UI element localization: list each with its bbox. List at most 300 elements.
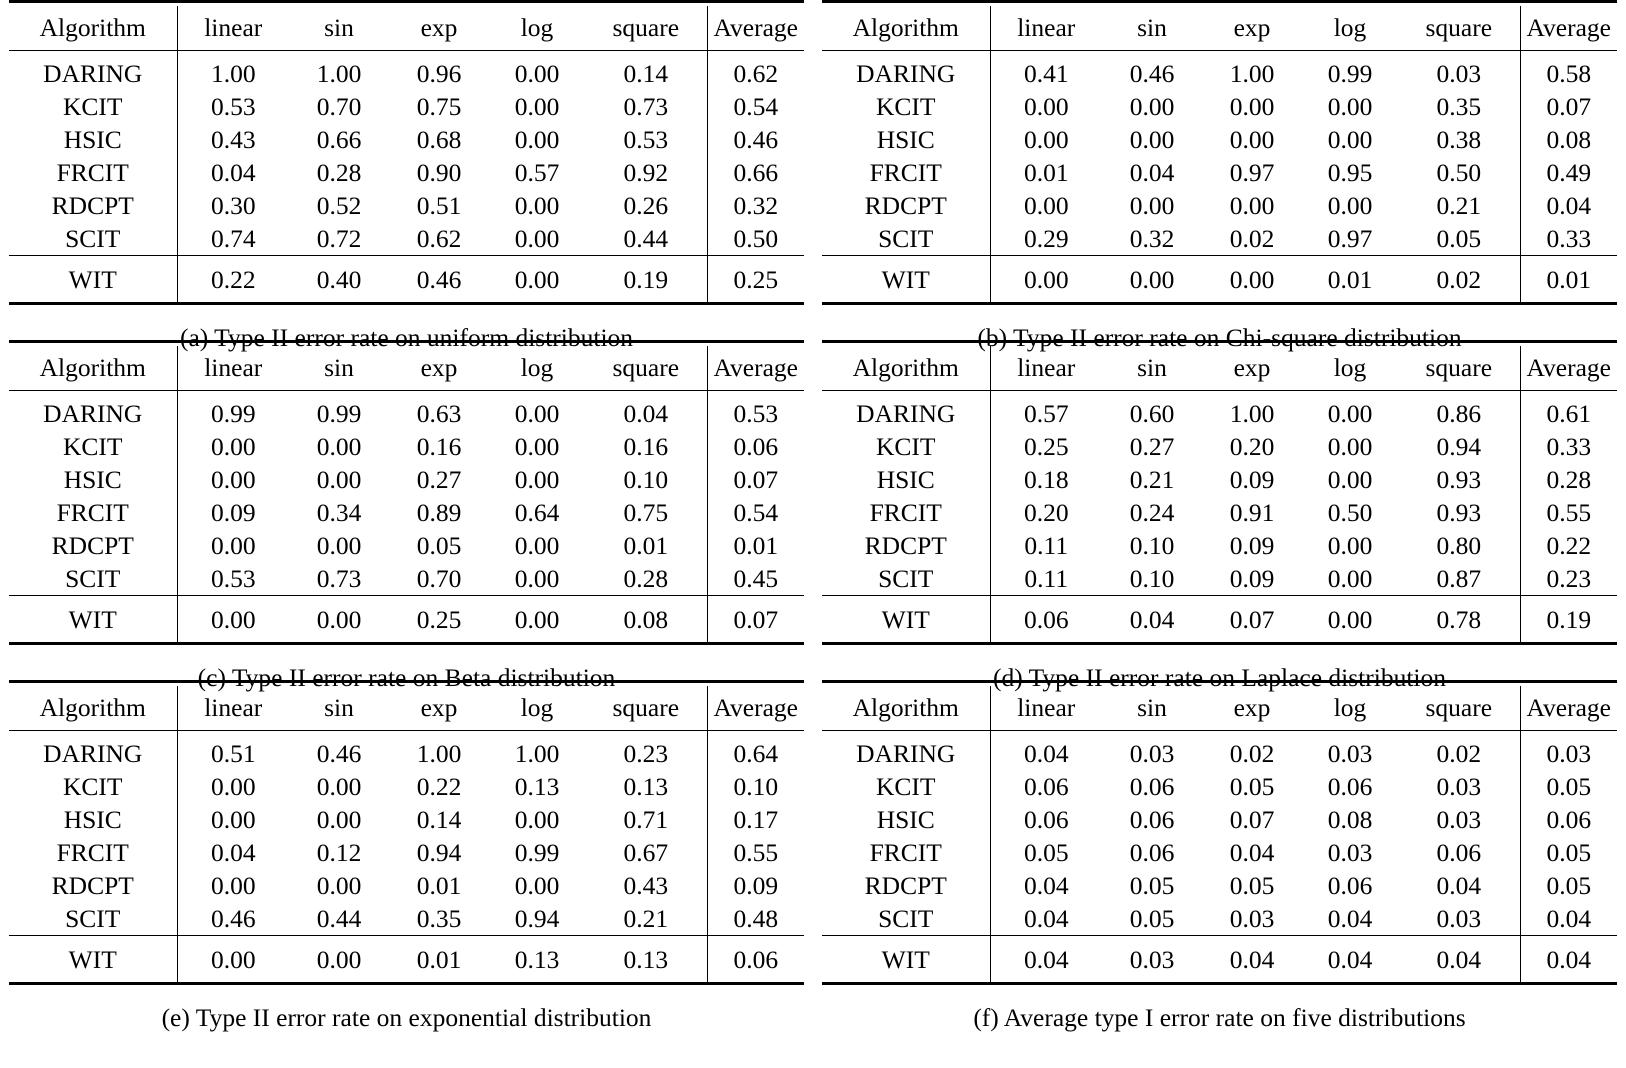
cell-frcit-sin: 0.12 [316, 837, 362, 867]
cell-wit-log: 0.01 [1327, 265, 1373, 295]
cell-wit-sin: 0.00 [1129, 265, 1175, 295]
cell-rdcpt-average: 0.32 [707, 189, 804, 222]
column-header-exp: exp [420, 693, 458, 723]
cell-rdcpt-square: 0.43 [623, 870, 669, 900]
cell-rdcpt-average: 0.05 [1520, 869, 1617, 902]
cell-scit-exp: 0.62 [416, 223, 462, 253]
cell-kcit-sin: 0.27 [1129, 431, 1175, 461]
cell-frcit-average: 0.55 [1520, 496, 1617, 529]
column-header-linear: linear [177, 686, 289, 730]
column-header-square: square [1425, 693, 1493, 723]
cell-wit-sin: 0.00 [316, 945, 362, 975]
column-header-log: log [520, 353, 554, 383]
cell-wit-sin: 0.40 [316, 265, 362, 295]
cell-daring-log: 0.03 [1327, 738, 1373, 768]
cell-rdcpt-linear: 0.00 [990, 189, 1102, 222]
cell-kcit-log: 0.00 [1327, 91, 1373, 121]
table-row [9, 731, 804, 771]
cell-scit-exp: 0.70 [416, 563, 462, 593]
cell-frcit-sin: 0.24 [1129, 497, 1175, 527]
cell-hsic-exp: 0.00 [1229, 124, 1275, 154]
cell-daring-square: 0.23 [623, 738, 669, 768]
cell-frcit-exp: 0.97 [1229, 157, 1275, 187]
cell-frcit-average: 0.49 [1520, 156, 1617, 189]
cell-frcit-exp: 0.04 [1229, 837, 1275, 867]
row-label-hsic: HSIC [876, 124, 935, 154]
results-table-d [822, 340, 1617, 645]
column-header-algorithm: Algorithm [39, 13, 146, 43]
cell-hsic-average: 0.17 [707, 803, 804, 836]
table-bottom-rule [822, 982, 1617, 984]
cell-daring-log: 1.00 [514, 738, 560, 768]
cell-frcit-linear: 0.09 [177, 496, 289, 529]
cell-daring-average: 0.53 [707, 391, 804, 431]
cell-frcit-average: 0.54 [707, 496, 804, 529]
cell-kcit-square: 0.03 [1436, 771, 1482, 801]
cell-scit-square: 0.05 [1436, 223, 1482, 253]
cell-wit-average: 0.25 [707, 256, 804, 303]
cell-wit-linear: 0.04 [990, 936, 1102, 983]
cell-wit-exp: 0.46 [416, 265, 462, 295]
cell-wit-linear: 0.00 [177, 936, 289, 983]
cell-scit-sin: 0.44 [316, 903, 362, 933]
table-row [9, 496, 804, 529]
cell-hsic-square: 0.53 [623, 124, 669, 154]
column-header-exp: exp [1233, 13, 1271, 43]
cell-kcit-sin: 0.06 [1129, 771, 1175, 801]
cell-hsic-sin: 0.21 [1129, 464, 1175, 494]
cell-scit-sin: 0.32 [1129, 223, 1175, 253]
table-row [822, 803, 1617, 836]
row-label-rdcpt: RDCPT [51, 530, 134, 560]
column-header-square: square [1425, 13, 1493, 43]
cell-scit-linear: 0.74 [177, 222, 289, 255]
cell-rdcpt-average: 0.01 [707, 529, 804, 562]
table-row [9, 529, 804, 562]
row-label-daring: DARING [856, 58, 956, 88]
column-header-algorithm: Algorithm [39, 693, 146, 723]
table-block-c [0, 340, 813, 692]
cell-hsic-exp: 0.14 [416, 804, 462, 834]
cell-daring-exp: 1.00 [1229, 58, 1275, 88]
cell-kcit-average: 0.10 [707, 770, 804, 803]
cell-wit-average: 0.04 [1520, 936, 1617, 983]
cell-kcit-log: 0.13 [514, 771, 560, 801]
table-row [822, 529, 1617, 562]
table-header-row [9, 6, 804, 50]
table-row [9, 770, 804, 803]
cell-wit-log: 0.00 [1327, 605, 1373, 635]
cell-kcit-sin: 0.00 [316, 771, 362, 801]
table-block-a [0, 0, 813, 352]
cell-rdcpt-square: 0.26 [623, 190, 669, 220]
cell-wit-sin: 0.00 [316, 605, 362, 635]
column-header-sin: sin [1137, 693, 1167, 723]
cell-frcit-square: 0.92 [623, 157, 669, 187]
table-row [822, 51, 1617, 91]
column-header-sin: sin [324, 693, 354, 723]
cell-frcit-log: 0.50 [1327, 497, 1373, 527]
cell-hsic-average: 0.07 [707, 463, 804, 496]
row-label-wit: WIT [881, 605, 930, 635]
cell-wit-linear: 0.06 [990, 596, 1102, 643]
cell-daring-square: 0.86 [1436, 398, 1482, 428]
cell-frcit-square: 0.93 [1436, 497, 1482, 527]
cell-frcit-log: 0.03 [1327, 837, 1373, 867]
column-header-log: log [1333, 693, 1367, 723]
cell-rdcpt-exp: 0.09 [1229, 530, 1275, 560]
row-label-hsic: HSIC [63, 124, 122, 154]
cell-frcit-exp: 0.90 [416, 157, 462, 187]
cell-hsic-exp: 0.09 [1229, 464, 1275, 494]
table-row [822, 90, 1617, 123]
table-block-d [813, 340, 1626, 692]
table-bottom-rule [822, 302, 1617, 304]
cell-wit-exp: 0.04 [1229, 945, 1275, 975]
cell-hsic-exp: 0.07 [1229, 804, 1275, 834]
cell-hsic-linear: 0.06 [990, 803, 1102, 836]
cell-kcit-sin: 0.00 [316, 431, 362, 461]
cell-hsic-linear: 0.00 [177, 463, 289, 496]
column-header-log: log [520, 13, 554, 43]
cell-hsic-log: 0.00 [514, 464, 560, 494]
table-row [822, 156, 1617, 189]
cell-daring-square: 0.03 [1436, 58, 1482, 88]
column-header-linear: linear [990, 346, 1102, 390]
cell-hsic-exp: 0.68 [416, 124, 462, 154]
cell-rdcpt-average: 0.09 [707, 869, 804, 902]
cell-frcit-exp: 0.89 [416, 497, 462, 527]
cell-scit-linear: 0.29 [990, 222, 1102, 255]
cell-daring-log: 0.00 [514, 398, 560, 428]
row-label-frcit: FRCIT [56, 157, 129, 187]
column-header-average: Average [707, 686, 804, 730]
row-label-daring: DARING [43, 398, 143, 428]
table-row [822, 902, 1617, 935]
cell-scit-exp: 0.03 [1229, 903, 1275, 933]
cell-wit-square: 0.13 [623, 945, 669, 975]
row-label-daring: DARING [856, 398, 956, 428]
column-header-average: Average [1520, 6, 1617, 50]
cell-scit-average: 0.04 [1520, 902, 1617, 935]
table-row [9, 803, 804, 836]
cell-daring-sin: 0.60 [1129, 398, 1175, 428]
cell-kcit-linear: 0.25 [990, 430, 1102, 463]
cell-rdcpt-linear: 0.00 [177, 869, 289, 902]
cell-frcit-sin: 0.28 [316, 157, 362, 187]
row-label-daring: DARING [43, 58, 143, 88]
cell-wit-log: 0.04 [1327, 945, 1373, 975]
column-header-linear: linear [990, 6, 1102, 50]
cell-daring-square: 0.14 [623, 58, 669, 88]
table-row [822, 391, 1617, 431]
cell-scit-linear: 0.46 [177, 902, 289, 935]
cell-kcit-exp: 0.75 [416, 91, 462, 121]
cell-scit-sin: 0.72 [316, 223, 362, 253]
cell-rdcpt-exp: 0.00 [1229, 190, 1275, 220]
column-header-algorithm: Algorithm [852, 353, 959, 383]
cell-frcit-linear: 0.01 [990, 156, 1102, 189]
table-row [822, 496, 1617, 529]
table-bottom-rule [9, 642, 804, 644]
cell-kcit-exp: 0.00 [1229, 91, 1275, 121]
cell-hsic-sin: 0.06 [1129, 804, 1175, 834]
cell-frcit-square: 0.06 [1436, 837, 1482, 867]
cell-daring-exp: 0.96 [416, 58, 462, 88]
table-caption-f: (f) Average type I error rate on five distributions [973, 1003, 1466, 1032]
cell-kcit-average: 0.33 [1520, 430, 1617, 463]
cell-hsic-sin: 0.00 [1129, 124, 1175, 154]
cell-daring-average: 0.61 [1520, 391, 1617, 431]
row-label-hsic: HSIC [876, 804, 935, 834]
cell-rdcpt-sin: 0.05 [1129, 870, 1175, 900]
cell-scit-average: 0.50 [707, 222, 804, 255]
table-row-wit [822, 256, 1617, 303]
cell-scit-square: 0.44 [623, 223, 669, 253]
row-label-kcit: KCIT [876, 431, 936, 461]
table-row [822, 836, 1617, 869]
cell-kcit-average: 0.07 [1520, 90, 1617, 123]
column-header-average: Average [1520, 346, 1617, 390]
cell-rdcpt-square: 0.04 [1436, 870, 1482, 900]
table-row-wit [822, 596, 1617, 643]
table-caption-d: (d) Type II error rate on Laplace distribution [992, 663, 1447, 692]
cell-scit-square: 0.87 [1436, 563, 1482, 593]
row-label-scit: SCIT [65, 563, 121, 593]
cell-daring-linear: 0.51 [177, 731, 289, 771]
results-table-a [9, 0, 804, 305]
cell-rdcpt-square: 0.01 [623, 530, 669, 560]
cell-kcit-log: 0.06 [1327, 771, 1373, 801]
cell-wit-square: 0.02 [1436, 265, 1482, 295]
cell-scit-log: 0.04 [1327, 903, 1373, 933]
cell-scit-linear: 0.53 [177, 562, 289, 595]
cell-scit-average: 0.33 [1520, 222, 1617, 255]
cell-daring-linear: 0.57 [990, 391, 1102, 431]
cell-daring-average: 0.62 [707, 51, 804, 91]
cell-kcit-square: 0.94 [1436, 431, 1482, 461]
cell-rdcpt-exp: 0.51 [416, 190, 462, 220]
cell-kcit-linear: 0.53 [177, 90, 289, 123]
table-caption-a: (a) Type II error rate on uniform distribution [179, 323, 634, 352]
cell-kcit-log: 0.00 [514, 91, 560, 121]
cell-frcit-square: 0.67 [623, 837, 669, 867]
cell-wit-square: 0.19 [623, 265, 669, 295]
row-label-scit: SCIT [878, 563, 934, 593]
cell-daring-sin: 0.03 [1129, 738, 1175, 768]
cell-daring-log: 0.99 [1327, 58, 1373, 88]
cell-frcit-log: 0.64 [514, 497, 560, 527]
table-row-wit [9, 256, 804, 303]
table-bottom-rule [9, 302, 804, 304]
cell-daring-average: 0.58 [1520, 51, 1617, 91]
cell-wit-log: 0.13 [514, 945, 560, 975]
cell-daring-exp: 0.63 [416, 398, 462, 428]
table-row-wit [9, 596, 804, 643]
table-header-row [822, 686, 1617, 730]
cell-rdcpt-log: 0.00 [1327, 530, 1373, 560]
cell-daring-exp: 1.00 [416, 738, 462, 768]
cell-scit-exp: 0.35 [416, 903, 462, 933]
cell-frcit-average: 0.05 [1520, 836, 1617, 869]
cell-kcit-linear: 0.00 [990, 90, 1102, 123]
cell-wit-exp: 0.25 [416, 605, 462, 635]
cell-scit-log: 0.94 [514, 903, 560, 933]
table-block-e [0, 680, 813, 1068]
table-row [9, 156, 804, 189]
cell-wit-average: 0.01 [1520, 256, 1617, 303]
cell-hsic-average: 0.28 [1520, 463, 1617, 496]
row-label-wit: WIT [881, 945, 930, 975]
table-caption-b: (b) Type II error rate on Chi-square distribution [977, 323, 1462, 352]
cell-daring-log: 0.00 [1327, 398, 1373, 428]
cell-rdcpt-linear: 0.30 [177, 189, 289, 222]
cell-daring-log: 0.00 [514, 58, 560, 88]
cell-kcit-linear: 0.06 [990, 770, 1102, 803]
row-label-wit: WIT [68, 945, 117, 975]
cell-hsic-log: 0.00 [1327, 464, 1373, 494]
table-row [822, 123, 1617, 156]
cell-hsic-log: 0.00 [514, 124, 560, 154]
row-label-wit: WIT [68, 265, 117, 295]
row-label-kcit: KCIT [63, 91, 123, 121]
results-table-e [9, 680, 804, 985]
cell-frcit-average: 0.66 [707, 156, 804, 189]
cell-kcit-average: 0.54 [707, 90, 804, 123]
cell-hsic-square: 0.71 [623, 804, 669, 834]
cell-daring-average: 0.64 [707, 731, 804, 771]
column-header-exp: exp [420, 13, 458, 43]
cell-frcit-sin: 0.04 [1129, 157, 1175, 187]
column-header-exp: exp [420, 353, 458, 383]
cell-wit-average: 0.07 [707, 596, 804, 643]
cell-frcit-linear: 0.20 [990, 496, 1102, 529]
table-row [9, 90, 804, 123]
cell-rdcpt-log: 0.00 [1327, 190, 1373, 220]
table-row [822, 770, 1617, 803]
cell-hsic-exp: 0.27 [416, 464, 462, 494]
cell-daring-sin: 0.46 [1129, 58, 1175, 88]
table-row [822, 562, 1617, 595]
cell-daring-square: 0.04 [623, 398, 669, 428]
row-label-frcit: FRCIT [869, 157, 942, 187]
cell-daring-square: 0.02 [1436, 738, 1482, 768]
row-label-kcit: KCIT [876, 91, 936, 121]
cell-scit-average: 0.48 [707, 902, 804, 935]
table-header-row [822, 346, 1617, 390]
table-bottom-rule [9, 982, 804, 984]
row-label-daring: DARING [856, 738, 956, 768]
column-header-average: Average [707, 346, 804, 390]
cell-daring-linear: 1.00 [177, 51, 289, 91]
cell-wit-linear: 0.00 [177, 596, 289, 643]
cell-frcit-linear: 0.05 [990, 836, 1102, 869]
cell-rdcpt-log: 0.00 [514, 530, 560, 560]
table-bottom-rule [822, 642, 1617, 644]
table-header-row [822, 6, 1617, 50]
cell-wit-average: 0.19 [1520, 596, 1617, 643]
cell-kcit-exp: 0.05 [1229, 771, 1275, 801]
cell-hsic-square: 0.93 [1436, 464, 1482, 494]
cell-hsic-sin: 0.00 [316, 804, 362, 834]
column-header-log: log [1333, 13, 1367, 43]
cell-kcit-linear: 0.00 [177, 770, 289, 803]
cell-rdcpt-log: 0.06 [1327, 870, 1373, 900]
row-label-rdcpt: RDCPT [864, 870, 947, 900]
row-label-kcit: KCIT [63, 431, 123, 461]
cell-kcit-exp: 0.16 [416, 431, 462, 461]
cell-kcit-square: 0.16 [623, 431, 669, 461]
cell-scit-linear: 0.04 [990, 902, 1102, 935]
cell-kcit-sin: 0.00 [1129, 91, 1175, 121]
column-header-linear: linear [990, 686, 1102, 730]
column-header-linear: linear [177, 346, 289, 390]
cell-hsic-average: 0.06 [1520, 803, 1617, 836]
cell-rdcpt-exp: 0.05 [416, 530, 462, 560]
table-row [9, 902, 804, 935]
table-caption-c: (c) Type II error rate on Beta distribution [197, 663, 616, 692]
cell-scit-sin: 0.73 [316, 563, 362, 593]
cell-daring-sin: 0.99 [316, 398, 362, 428]
table-row [822, 430, 1617, 463]
cell-wit-log: 0.00 [514, 265, 560, 295]
row-label-rdcpt: RDCPT [51, 190, 134, 220]
cell-wit-exp: 0.07 [1229, 605, 1275, 635]
cell-scit-log: 0.00 [1327, 563, 1373, 593]
table-row [9, 430, 804, 463]
cell-kcit-average: 0.05 [1520, 770, 1617, 803]
cell-hsic-average: 0.46 [707, 123, 804, 156]
cell-hsic-log: 0.00 [514, 804, 560, 834]
cell-hsic-linear: 0.18 [990, 463, 1102, 496]
cell-hsic-log: 0.00 [1327, 124, 1373, 154]
cell-frcit-square: 0.75 [623, 497, 669, 527]
cell-kcit-exp: 0.20 [1229, 431, 1275, 461]
cell-wit-sin: 0.03 [1129, 945, 1175, 975]
cell-rdcpt-average: 0.22 [1520, 529, 1617, 562]
row-label-hsic: HSIC [876, 464, 935, 494]
cell-rdcpt-log: 0.00 [514, 190, 560, 220]
row-label-scit: SCIT [878, 903, 934, 933]
cell-rdcpt-average: 0.04 [1520, 189, 1617, 222]
cell-kcit-linear: 0.00 [177, 430, 289, 463]
cell-hsic-square: 0.38 [1436, 124, 1482, 154]
row-label-scit: SCIT [65, 903, 121, 933]
column-header-exp: exp [1233, 353, 1271, 383]
column-header-linear: linear [177, 6, 289, 50]
cell-hsic-square: 0.03 [1436, 804, 1482, 834]
cell-rdcpt-sin: 0.10 [1129, 530, 1175, 560]
cell-scit-square: 0.21 [623, 903, 669, 933]
cell-wit-log: 0.00 [514, 605, 560, 635]
table-header-row [9, 346, 804, 390]
cell-rdcpt-linear: 0.11 [990, 529, 1102, 562]
cell-scit-log: 0.00 [514, 563, 560, 593]
cell-rdcpt-square: 0.80 [1436, 530, 1482, 560]
table-row [9, 123, 804, 156]
cell-frcit-linear: 0.04 [177, 156, 289, 189]
cell-kcit-log: 0.00 [1327, 431, 1373, 461]
column-header-square: square [612, 693, 680, 723]
cell-scit-average: 0.23 [1520, 562, 1617, 595]
cell-rdcpt-exp: 0.05 [1229, 870, 1275, 900]
cell-scit-exp: 0.02 [1229, 223, 1275, 253]
row-label-wit: WIT [68, 605, 117, 635]
cell-rdcpt-linear: 0.04 [990, 869, 1102, 902]
row-label-frcit: FRCIT [56, 497, 129, 527]
cell-kcit-square: 0.35 [1436, 91, 1482, 121]
column-header-algorithm: Algorithm [852, 13, 959, 43]
